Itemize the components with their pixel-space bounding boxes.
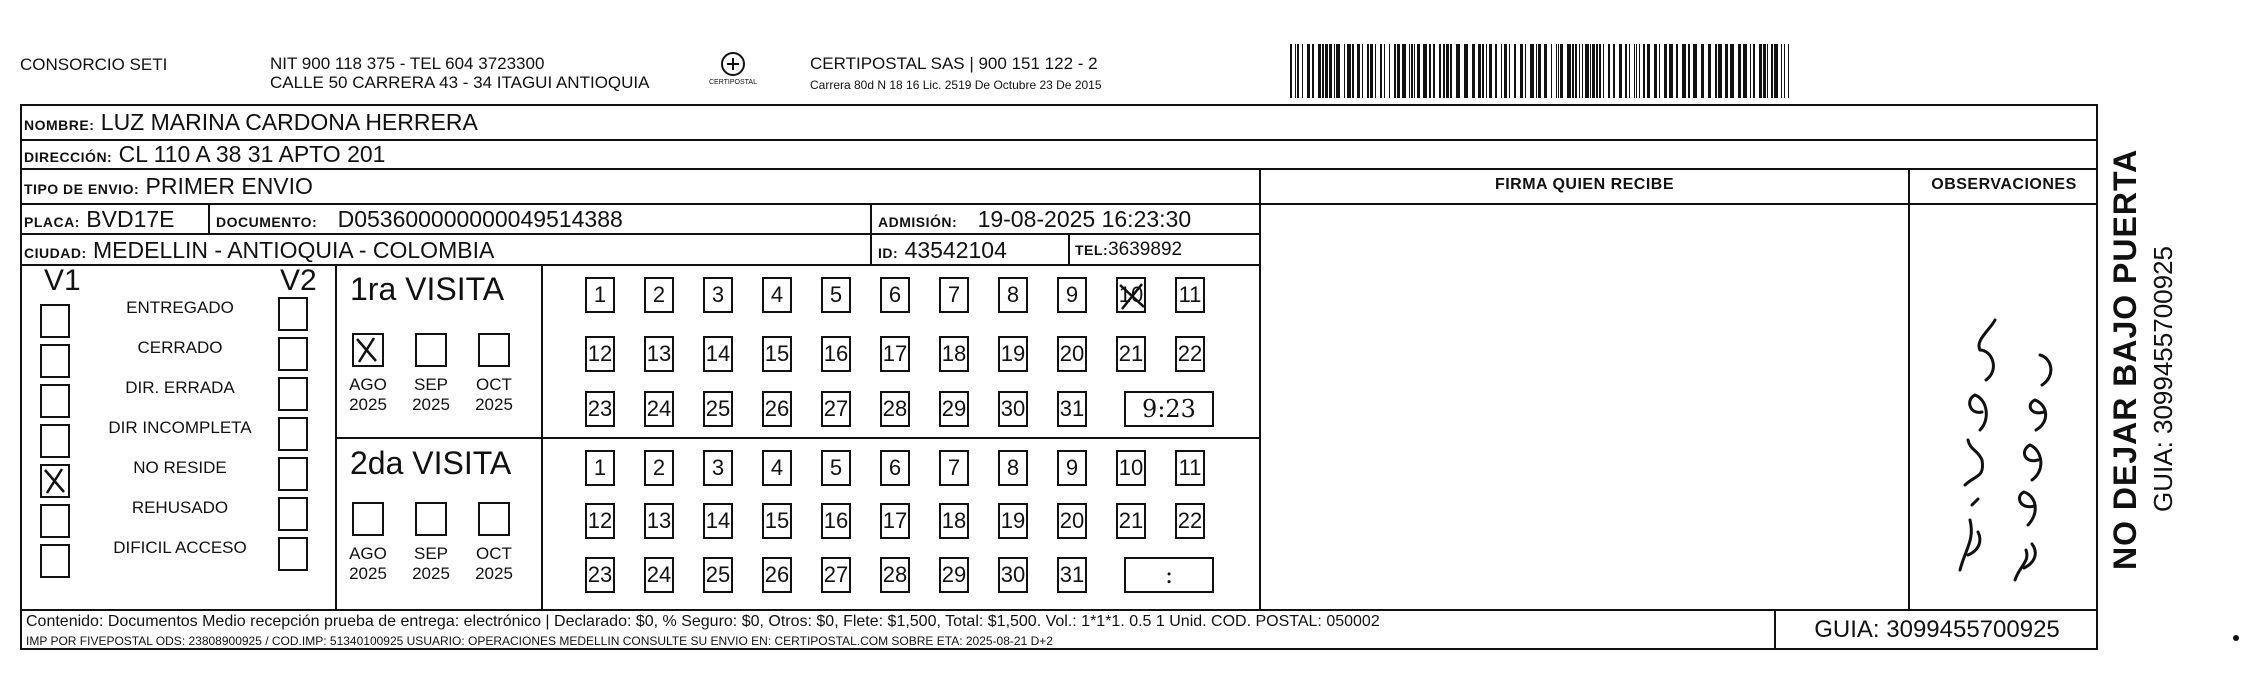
barcode-bar <box>1603 44 1604 98</box>
day-box[interactable]: 1 <box>585 450 615 486</box>
barcode-bar <box>1682 44 1686 98</box>
month-checkbox[interactable] <box>415 333 447 367</box>
barcode-bar <box>1585 44 1589 98</box>
day-box[interactable]: 15 <box>762 336 792 372</box>
status-v1-checkbox[interactable] <box>40 344 70 378</box>
day-box[interactable]: 2 <box>644 450 674 486</box>
barcode-bar <box>1625 44 1627 98</box>
day-box[interactable]: 9 <box>1057 277 1087 313</box>
certipostal-sub: Carrera 80d N 18 16 Lic. 2519 De Octubre 23 De 2015 <box>810 78 1102 92</box>
day-box[interactable]: 14 <box>703 503 733 539</box>
barcode-bar <box>1344 44 1345 98</box>
barcode-bar <box>1411 44 1413 98</box>
placa-field <box>24 206 175 235</box>
month-checkbox[interactable] <box>352 333 384 367</box>
month-label: SEP <box>413 375 449 394</box>
barcode-bar <box>1509 44 1510 98</box>
barcode-bar <box>1639 44 1640 98</box>
year-label: 2025 <box>475 564 513 583</box>
barcode-bar <box>1489 44 1492 98</box>
day-box[interactable]: 22 <box>1175 336 1205 372</box>
tipo-value: PRIMER ENVIO <box>145 173 313 199</box>
status-v1-checkbox[interactable] <box>40 544 70 578</box>
company-name: CONSORCIO SETI <box>20 55 168 74</box>
status-label: DIFICIL ACCESO <box>113 538 247 557</box>
admision-field <box>878 206 1191 235</box>
barcode-bar <box>1676 44 1678 98</box>
barcode-bar <box>1592 44 1595 98</box>
barcode-bar <box>1572 44 1574 98</box>
month-checkbox[interactable] <box>352 502 384 536</box>
side-guia: GUIA: 3099455700925 <box>2148 246 2178 512</box>
barcode-bar <box>1693 44 1697 98</box>
status-label: DIR. ERRADA <box>125 378 235 397</box>
status-v2-checkbox[interactable] <box>278 537 308 571</box>
day-box[interactable]: 10 <box>1116 450 1146 486</box>
barcode-bar <box>1634 44 1635 98</box>
firma-header: FIRMA QUIEN RECIBE <box>1494 176 1675 193</box>
barcode-bar <box>1643 44 1645 98</box>
barcode-bar <box>1647 44 1650 98</box>
day-box[interactable]: 11 <box>1175 450 1205 486</box>
stray-dot <box>2233 635 2239 641</box>
footer-imp: IMP POR FIVEPOSTAL ODS: 23808900925 / COD.IMP: 51340100925 USUARIO: OPERACIONES MEDELLIN CONSULTE SU ENVIO EN: CERTIPOSTAL.COM SOBRE ETA: 2025-08-21 D+2 <box>26 634 1053 648</box>
barcode-bar <box>1336 44 1340 98</box>
barcode-bar <box>1417 44 1420 98</box>
status-label: NO RESIDE <box>133 458 227 477</box>
day-box[interactable]: 31 <box>1057 557 1087 593</box>
barcode-bar <box>1664 44 1667 98</box>
barcode-bar <box>1370 44 1373 98</box>
status-v2-checkbox[interactable] <box>278 457 308 491</box>
status-label: CERRADO <box>137 338 223 357</box>
nombre-value: LUZ MARINA CARDONA HERRERA <box>100 109 478 135</box>
certipostal-line: CERTIPOSTAL SAS | 900 151 122 - 2 <box>810 54 1098 73</box>
barcode-bar <box>1414 44 1415 98</box>
year-label: 2025 <box>412 564 450 583</box>
barcode-bar <box>1347 44 1351 98</box>
day-box[interactable]: 8 <box>998 450 1028 486</box>
footer-contenido: Contenido: Documentos Medio recepción prueba de entrega: electrónico | Declarado: $0, % Seguro: $0, Otros: $0, Flete: $1,500, Total: $1,500. Vol.: 1*1*1. 0.5 1 Unid. COD. POSTAL: 050002 <box>26 613 1380 630</box>
day-box[interactable]: 5 <box>821 450 851 486</box>
barcode-bar <box>1750 44 1751 98</box>
direccion-field <box>24 141 385 170</box>
day-box[interactable]: 4 <box>762 277 792 313</box>
barcode-bar <box>1596 44 1598 98</box>
year-label: 2025 <box>475 395 513 414</box>
barcode-bar <box>1380 44 1382 98</box>
tel-label: TEL: <box>1075 242 1109 258</box>
id-label: ID: <box>878 245 899 261</box>
barcode-bar <box>1486 44 1487 98</box>
month-label: AGO <box>349 375 387 394</box>
barcode-bar <box>1558 44 1559 98</box>
placa-value: BVD17E <box>86 206 175 232</box>
barcode-bar <box>1352 44 1354 98</box>
barcode-bar <box>1394 44 1396 98</box>
status-label: DIR INCOMPLETA <box>108 418 252 437</box>
nombre-label: NOMBRE: <box>24 117 95 133</box>
barcode-bar <box>1495 44 1497 98</box>
barcode-bar <box>1423 44 1427 98</box>
day-box[interactable]: 30 <box>998 557 1028 593</box>
day-box[interactable]: 24 <box>644 557 674 593</box>
barcode-bar <box>1367 44 1369 98</box>
barcode-bar <box>1582 44 1583 98</box>
month-label: OCT <box>476 375 512 394</box>
nit-line: NIT 900 118 375 - TEL 604 3723300 <box>270 54 545 73</box>
day-box[interactable]: 6 <box>880 450 910 486</box>
day-box[interactable]: 25 <box>703 391 733 427</box>
day-box[interactable]: 4 <box>762 450 792 486</box>
day-box[interactable]: 10 <box>1116 277 1146 313</box>
day-box[interactable]: 7 <box>939 277 969 313</box>
barcode-bar <box>1472 44 1475 98</box>
barcode-bar <box>1456 44 1460 98</box>
day-box[interactable]: 28 <box>880 557 910 593</box>
day-box[interactable]: 23 <box>585 391 615 427</box>
day-box[interactable]: 3 <box>703 277 733 313</box>
time-box[interactable]: 9:23 <box>1124 391 1214 427</box>
barcode-bar <box>1715 44 1717 98</box>
barcode-bar <box>1504 44 1507 98</box>
tel-value: 3639892 <box>1108 239 1183 260</box>
day-box[interactable]: 22 <box>1175 503 1205 539</box>
visita1-title: 1ra VISITA <box>350 271 505 307</box>
barcode-bar <box>1478 44 1481 98</box>
barcode-bar <box>1520 44 1523 98</box>
day-box[interactable]: 26 <box>762 557 792 593</box>
barcode-bar <box>1538 44 1541 98</box>
barcode-bar <box>1730 44 1734 98</box>
day-box[interactable]: 15 <box>762 503 792 539</box>
logo-text: CERTIPOSTAL <box>709 79 757 86</box>
barcode-bar <box>1429 44 1431 98</box>
barcode-bar <box>1701 44 1704 98</box>
barcode-bar <box>1654 44 1657 98</box>
barcode-bar <box>1613 44 1615 98</box>
day-box[interactable]: 18 <box>939 336 969 372</box>
day-box[interactable]: 20 <box>1057 336 1087 372</box>
barcode-bar <box>1567 44 1571 98</box>
barcode-bar <box>1771 44 1773 98</box>
day-box[interactable]: 13 <box>644 336 674 372</box>
day-box[interactable]: 12 <box>585 336 615 372</box>
barcode-bar <box>1774 44 1778 98</box>
barcode-bar <box>1619 44 1622 98</box>
barcode-bar <box>1688 44 1690 98</box>
status-v2-checkbox[interactable] <box>278 497 308 531</box>
barcode-bar <box>1763 44 1766 98</box>
year-label: 2025 <box>412 395 450 414</box>
footer-guia: GUIA: 3099455700925 <box>1774 609 2098 650</box>
status-v1-checkbox[interactable] <box>40 424 70 458</box>
barcode-bar <box>1464 44 1468 98</box>
barcode-bar <box>1575 44 1577 98</box>
barcode-bar <box>1450 44 1452 98</box>
barcode-bar <box>1556 44 1557 98</box>
barcode-bar <box>1579 44 1580 98</box>
barcode-bar <box>1322 44 1324 98</box>
barcode-bar <box>1446 44 1449 98</box>
ciudad-value: MEDELLIN - ANTIOQUIA - COLOMBIA <box>93 237 495 263</box>
day-box[interactable]: 29 <box>939 557 969 593</box>
barcode-bar <box>1439 44 1441 98</box>
documento-label: DOCUMENTO: <box>216 214 318 230</box>
barcode-bar <box>1307 44 1310 98</box>
barcode-bar <box>1375 44 1376 98</box>
visita2-title: 2da VISITA <box>350 445 512 481</box>
status-v2-checkbox[interactable] <box>278 297 308 331</box>
barcode-bar <box>1560 44 1563 98</box>
barcode-bar <box>1325 44 1328 98</box>
status-v2-checkbox[interactable] <box>278 337 308 371</box>
barcode-bar <box>1384 44 1385 98</box>
day-box[interactable]: 21 <box>1116 336 1146 372</box>
day-box[interactable]: 12 <box>585 503 615 539</box>
barcode-bar <box>1784 44 1785 98</box>
day-box[interactable]: 8 <box>998 277 1028 313</box>
time-box[interactable]: : <box>1124 557 1214 593</box>
ciudad-field <box>24 237 494 266</box>
barcode-bar <box>1636 44 1637 98</box>
day-box[interactable]: 20 <box>1057 503 1087 539</box>
day-box[interactable]: 16 <box>821 503 851 539</box>
barcode-bar <box>1536 44 1537 98</box>
status-v1-checkbox[interactable] <box>40 384 70 418</box>
year-label: 2025 <box>349 395 387 414</box>
barcode-bar <box>1753 44 1755 98</box>
day-box[interactable]: 9 <box>1057 450 1087 486</box>
barcode-bar <box>1443 44 1445 98</box>
barcode-bar <box>1362 44 1363 98</box>
barcode-bar <box>1743 44 1747 98</box>
barcode-bar <box>1482 44 1484 98</box>
barcode-bar <box>1302 44 1303 98</box>
day-box[interactable]: 2 <box>644 277 674 313</box>
day-box[interactable]: 30 <box>998 391 1028 427</box>
placa-label: PLACA: <box>24 214 80 230</box>
month-label: SEP <box>413 544 449 563</box>
barcode-bar <box>1389 44 1390 98</box>
month-label: OCT <box>476 544 512 563</box>
status-v2-checkbox[interactable] <box>278 377 308 411</box>
year-label: 2025 <box>349 564 387 583</box>
barcode-bar <box>1781 44 1782 98</box>
day-box[interactable]: 3 <box>703 450 733 486</box>
day-box[interactable]: 21 <box>1116 503 1146 539</box>
day-box[interactable]: 18 <box>939 503 969 539</box>
day-box[interactable]: 23 <box>585 557 615 593</box>
direccion-label: DIRECCIÓN: <box>24 149 113 165</box>
barcode-bar <box>1525 44 1526 98</box>
barcode-bar <box>1402 44 1406 98</box>
barcode-bar <box>1397 44 1400 98</box>
day-box[interactable]: 13 <box>644 503 674 539</box>
barcode-bar <box>1669 44 1673 98</box>
barcode-bar <box>1290 44 1292 98</box>
status-v2-checkbox[interactable] <box>278 417 308 451</box>
documento-value: D053600000000049514388 <box>337 206 623 232</box>
tel-field <box>1075 237 1182 263</box>
barcode-bar <box>1590 44 1591 98</box>
direccion-value: CL 110 A 38 31 APTO 201 <box>118 141 386 167</box>
day-box[interactable]: 27 <box>821 557 851 593</box>
day-box[interactable]: 17 <box>880 336 910 372</box>
barcode-bar <box>1659 44 1660 98</box>
status-v1-checkbox[interactable] <box>40 464 70 498</box>
barcode-bar <box>1629 44 1630 98</box>
barcode-bar <box>1544 44 1547 98</box>
month-checkbox[interactable] <box>478 333 510 367</box>
barcode-bar <box>1433 44 1435 98</box>
day-box[interactable]: 29 <box>939 391 969 427</box>
address-line: CALLE 50 CARRERA 43 - 34 ITAGUI ANTIOQUIA <box>270 73 650 92</box>
day-box[interactable]: 27 <box>821 391 851 427</box>
month-checkbox[interactable] <box>415 502 447 536</box>
v1-header: V1 <box>44 264 81 297</box>
observaciones-header: OBSERVACIONES <box>1931 176 2077 193</box>
barcode-bar <box>1501 44 1502 98</box>
v2-header: V2 <box>280 264 317 297</box>
day-box[interactable]: 11 <box>1175 277 1205 313</box>
barcode-bar <box>1738 44 1741 98</box>
certipostal-logo <box>708 50 758 94</box>
barcode-bar <box>1295 44 1296 98</box>
day-box[interactable]: 28 <box>880 391 910 427</box>
handwritten-observation <box>1920 300 2090 590</box>
barcode-bar <box>1318 44 1321 98</box>
barcode-bar <box>1514 44 1516 98</box>
nombre-field <box>24 109 478 138</box>
month-checkbox[interactable] <box>478 502 510 536</box>
day-box[interactable]: 19 <box>998 336 1028 372</box>
barcode <box>1290 44 1795 98</box>
side-warning: NO DEJAR BAJO PUERTA <box>2107 148 2143 570</box>
barcode-bar <box>1551 44 1552 98</box>
tipo-label: TIPO DE ENVIO: <box>24 181 140 197</box>
id-field <box>878 237 1007 266</box>
status-label: REHUSADO <box>131 498 229 517</box>
barcode-bar <box>1357 44 1360 98</box>
day-box[interactable]: 16 <box>821 336 851 372</box>
day-box[interactable]: 1 <box>585 277 615 313</box>
barcode-bar <box>1708 44 1711 98</box>
barcode-bar <box>1329 44 1332 98</box>
status-label: ENTREGADO <box>126 298 234 317</box>
barcode-bar <box>1334 44 1335 98</box>
barcode-bar <box>1297 44 1299 98</box>
tipo-field <box>24 173 313 202</box>
day-box[interactable]: 24 <box>644 391 674 427</box>
id-value: 43542104 <box>904 237 1007 263</box>
day-box[interactable]: 7 <box>939 450 969 486</box>
barcode-bar <box>1767 44 1768 98</box>
ciudad-label: CIUDAD: <box>24 245 87 261</box>
admision-label: ADMISIÓN: <box>878 214 958 230</box>
status-v1-checkbox[interactable] <box>40 504 70 538</box>
barcode-bar <box>1409 44 1410 98</box>
barcode-bar <box>1530 44 1534 98</box>
day-box[interactable]: 5 <box>821 277 851 313</box>
documento-field <box>216 206 623 235</box>
status-v1-checkbox[interactable] <box>40 304 70 338</box>
day-box[interactable]: 31 <box>1057 391 1087 427</box>
day-box[interactable]: 6 <box>880 277 910 313</box>
barcode-bar <box>1608 44 1610 98</box>
day-box[interactable]: 17 <box>880 503 910 539</box>
barcode-bar <box>1788 44 1789 98</box>
barcode-bar <box>1718 44 1722 98</box>
barcode-bar <box>1312 44 1314 98</box>
barcode-bar <box>1725 44 1728 98</box>
day-box[interactable]: 19 <box>998 503 1028 539</box>
month-label: AGO <box>349 544 387 563</box>
barcode-bar <box>1599 44 1601 98</box>
day-box[interactable]: 25 <box>703 557 733 593</box>
admision-value: 19-08-2025 16:23:30 <box>977 206 1192 232</box>
day-box[interactable]: 14 <box>703 336 733 372</box>
barcode-bar <box>1759 44 1762 98</box>
day-box[interactable]: 26 <box>762 391 792 427</box>
